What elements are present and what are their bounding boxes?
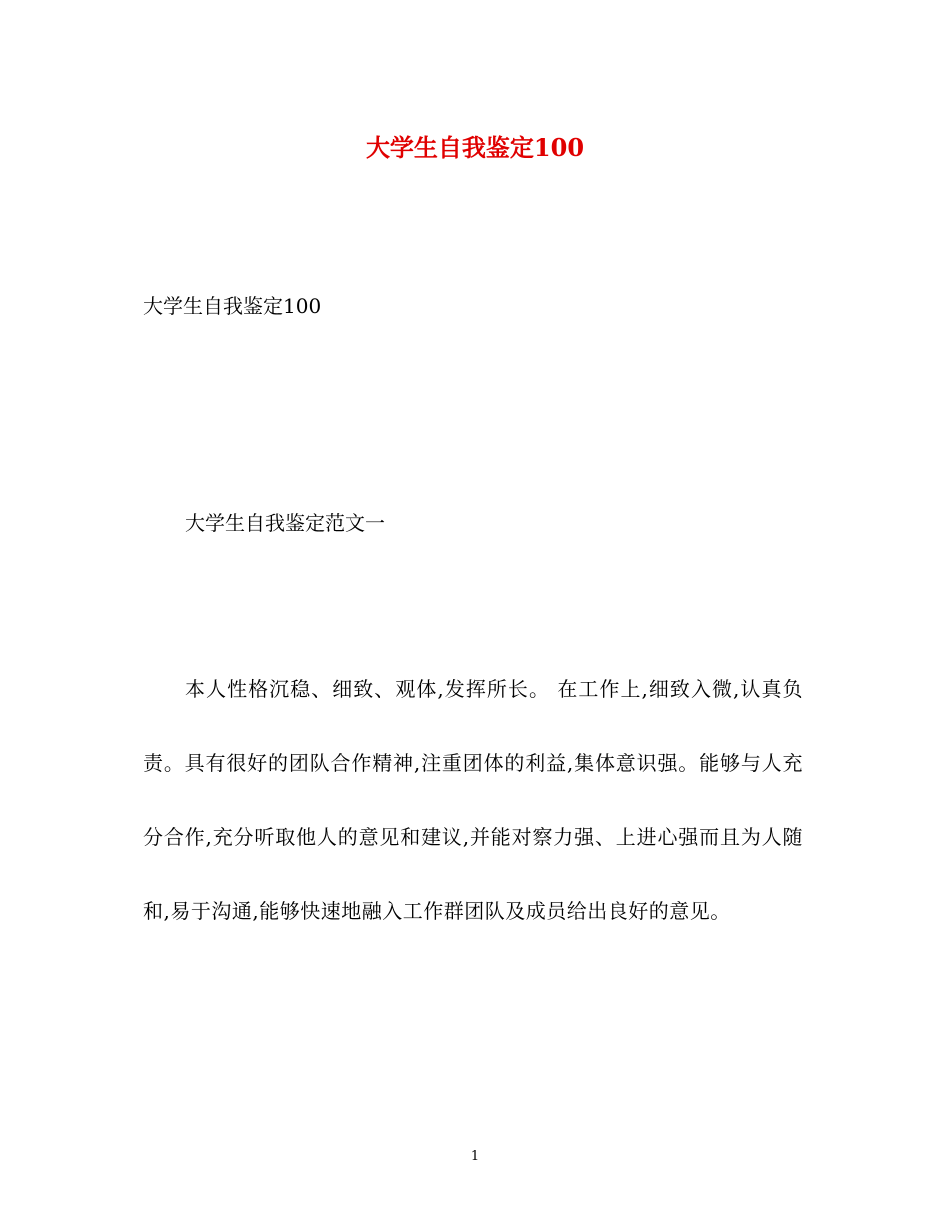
page-title: 大学生自我鉴定100 xyxy=(365,133,585,162)
page-number: 1 xyxy=(470,1149,480,1164)
section-heading: 大学生自我鉴定范文一 xyxy=(185,511,385,535)
body-paragraph: 本人性格沉稳、细致、观体,发挥所长。 在工作上,细致入微,认真负责。具有很好的团队合作精神,注重团体的利益,集体意识强。能够与人充分合作,充分听取他人的意见和建议,并能对察力强、上进心强而且为人随和,易于沟通,能够快速地融入工作群团队及成员给出良好的意见。 xyxy=(143,677,803,923)
document-subtitle: 大学生自我鉴定100 xyxy=(143,294,322,318)
